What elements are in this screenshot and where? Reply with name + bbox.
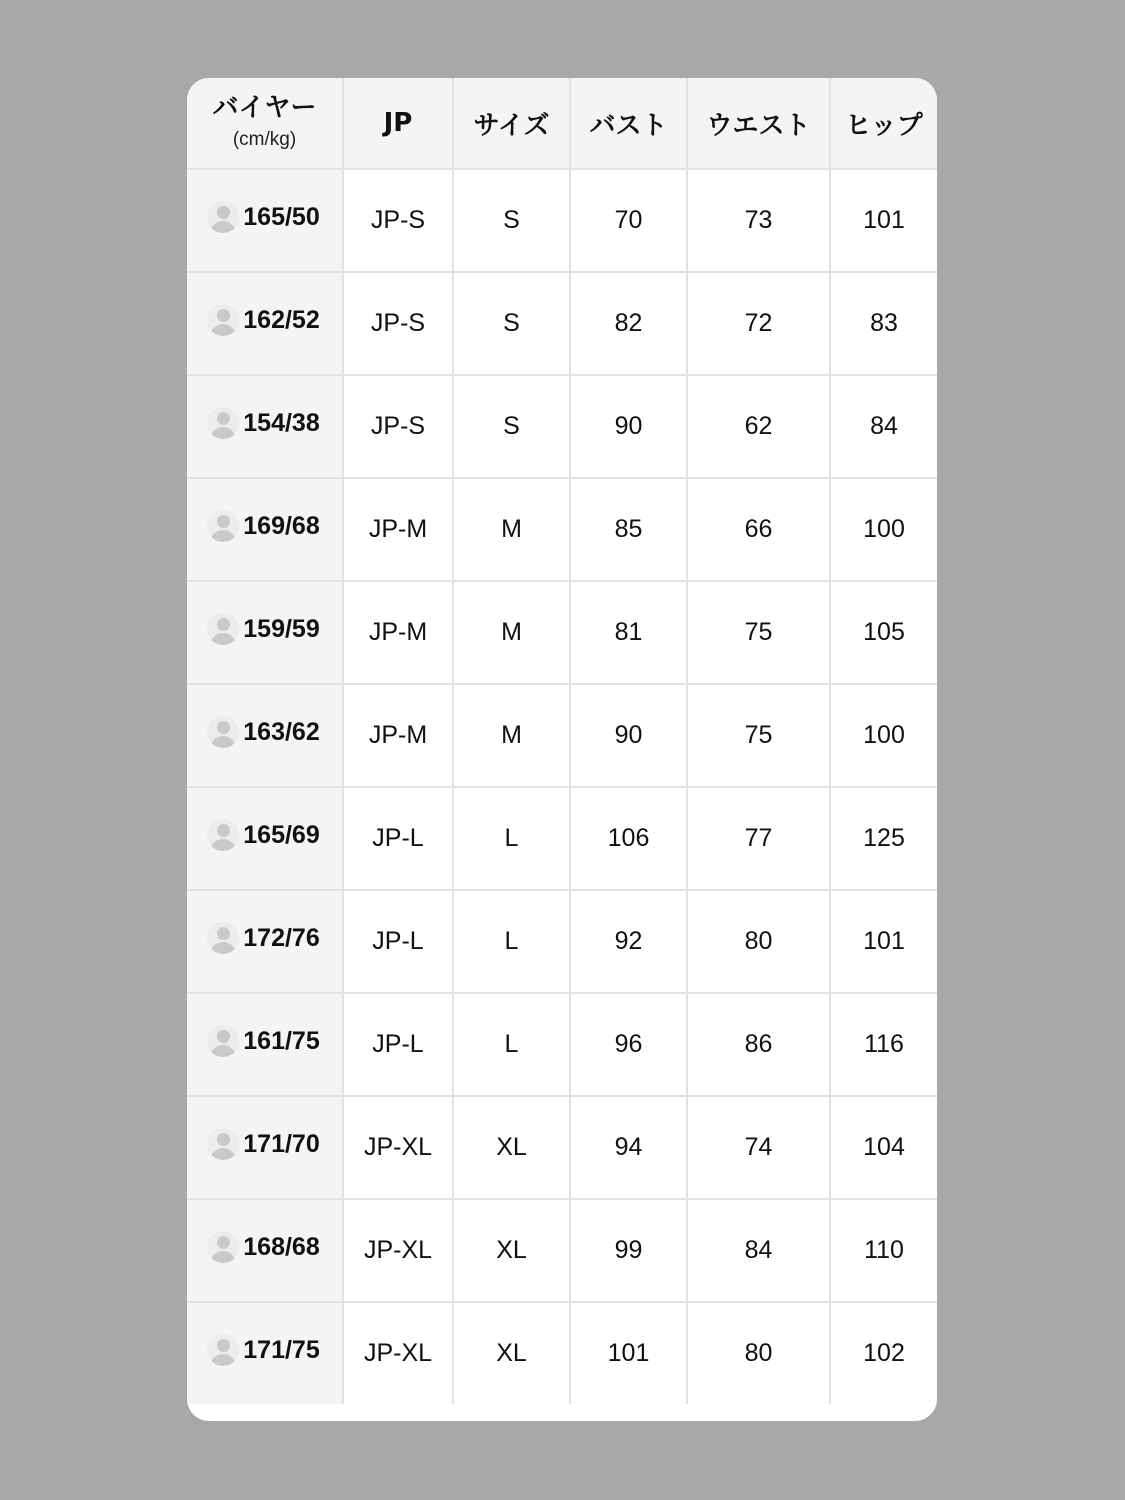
size-cell: L — [453, 890, 570, 993]
bust-cell: 101 — [570, 1302, 687, 1404]
waist-cell: 75 — [687, 581, 830, 684]
size-cell: M — [453, 478, 570, 581]
buyer-measurement: 162/52 — [243, 305, 320, 334]
buyer-cell — [187, 272, 343, 375]
waist-cell: 66 — [687, 478, 830, 581]
avatar-icon — [207, 819, 239, 851]
buyer-cell — [187, 684, 343, 787]
waist-cell: 74 — [687, 1096, 830, 1199]
table-row — [187, 1302, 937, 1404]
buyer-measurement: 165/69 — [243, 820, 320, 849]
table-row — [187, 890, 937, 993]
buyer-cell — [187, 993, 343, 1096]
hip-cell: 101 — [830, 890, 937, 993]
buyer-measurement: 154/38 — [243, 408, 320, 437]
size-cell: S — [453, 272, 570, 375]
buyer-measurement: 165/50 — [243, 202, 320, 231]
buyer-cell — [187, 581, 343, 684]
avatar-icon — [207, 1128, 239, 1160]
size-cell: XL — [453, 1096, 570, 1199]
size-cell: S — [453, 375, 570, 478]
avatar-icon — [207, 201, 239, 233]
buyer-measurement: 171/70 — [243, 1129, 320, 1158]
waist-cell: 86 — [687, 993, 830, 1096]
waist-cell: 62 — [687, 375, 830, 478]
size-cell: S — [453, 169, 570, 272]
buyer-cell — [187, 1302, 343, 1404]
waist-cell: 72 — [687, 272, 830, 375]
jp-size-cell: JP-L — [343, 787, 453, 890]
hip-cell: 125 — [830, 787, 937, 890]
size-chart-table — [187, 78, 937, 1404]
hip-cell: 100 — [830, 684, 937, 787]
table-row — [187, 375, 937, 478]
avatar-icon — [207, 922, 239, 954]
header-size: サイズ — [453, 78, 570, 169]
size-cell: XL — [453, 1302, 570, 1404]
buyer-measurement: 169/68 — [243, 511, 320, 540]
jp-size-cell: JP-S — [343, 375, 453, 478]
avatar-icon — [207, 1231, 239, 1263]
bust-cell: 90 — [570, 375, 687, 478]
header-jp: JP — [343, 78, 453, 169]
jp-size-cell: JP-M — [343, 684, 453, 787]
waist-cell: 84 — [687, 1199, 830, 1302]
hip-cell: 105 — [830, 581, 937, 684]
jp-size-cell: JP-L — [343, 890, 453, 993]
buyer-measurement: 159/59 — [243, 614, 320, 643]
buyer-cell — [187, 1199, 343, 1302]
bust-cell: 85 — [570, 478, 687, 581]
size-cell: L — [453, 993, 570, 1096]
buyer-cell — [187, 890, 343, 993]
jp-size-cell: JP-M — [343, 581, 453, 684]
buyer-measurement: 161/75 — [243, 1026, 320, 1055]
waist-cell: 80 — [687, 890, 830, 993]
size-cell: M — [453, 581, 570, 684]
header-buyer — [187, 78, 343, 169]
buyer-cell — [187, 375, 343, 478]
table-row — [187, 787, 937, 890]
jp-size-cell: JP-XL — [343, 1199, 453, 1302]
buyer-cell — [187, 1096, 343, 1199]
bust-cell: 90 — [570, 684, 687, 787]
size-cell: XL — [453, 1199, 570, 1302]
jp-size-cell: JP-XL — [343, 1302, 453, 1404]
size-cell: L — [453, 787, 570, 890]
bust-cell: 92 — [570, 890, 687, 993]
bust-cell: 70 — [570, 169, 687, 272]
buyer-cell — [187, 478, 343, 581]
header-bust: バスト — [570, 78, 687, 169]
header-buyer-label: バイヤー — [212, 93, 317, 123]
avatar-icon — [207, 613, 239, 645]
table-row — [187, 993, 937, 1096]
hip-cell: 116 — [830, 993, 937, 1096]
hip-cell: 104 — [830, 1096, 937, 1199]
table-row — [187, 169, 937, 272]
buyer-cell — [187, 169, 343, 272]
buyer-measurement: 163/62 — [243, 717, 320, 746]
hip-cell: 84 — [830, 375, 937, 478]
size-cell: M — [453, 684, 570, 787]
jp-size-cell: JP-S — [343, 169, 453, 272]
avatar-icon — [207, 1025, 239, 1057]
waist-cell: 80 — [687, 1302, 830, 1404]
bust-cell: 99 — [570, 1199, 687, 1302]
avatar-icon — [207, 510, 239, 542]
waist-cell: 77 — [687, 787, 830, 890]
bust-cell: 94 — [570, 1096, 687, 1199]
table-row — [187, 272, 937, 375]
avatar-icon — [207, 1334, 239, 1366]
hip-cell: 102 — [830, 1302, 937, 1404]
jp-size-cell: JP-XL — [343, 1096, 453, 1199]
header-buyer-unit: (cm/kg) — [232, 129, 297, 150]
size-chart-card — [187, 78, 937, 1421]
jp-size-cell: JP-S — [343, 272, 453, 375]
header-waist: ウエスト — [687, 78, 830, 169]
hip-cell: 110 — [830, 1199, 937, 1302]
hip-cell: 101 — [830, 169, 937, 272]
jp-size-cell: JP-M — [343, 478, 453, 581]
jp-size-cell: JP-L — [343, 993, 453, 1096]
table-header-row — [187, 78, 937, 169]
bust-cell: 81 — [570, 581, 687, 684]
table-row — [187, 684, 937, 787]
buyer-measurement: 168/68 — [243, 1232, 320, 1261]
buyer-cell — [187, 787, 343, 890]
avatar-icon — [207, 716, 239, 748]
table-row — [187, 478, 937, 581]
table-row — [187, 1199, 937, 1302]
bust-cell: 82 — [570, 272, 687, 375]
bust-cell: 96 — [570, 993, 687, 1096]
buyer-measurement: 171/75 — [243, 1335, 320, 1364]
table-row — [187, 581, 937, 684]
waist-cell: 75 — [687, 684, 830, 787]
table-row — [187, 1096, 937, 1199]
waist-cell: 73 — [687, 169, 830, 272]
avatar-icon — [207, 304, 239, 336]
hip-cell: 83 — [830, 272, 937, 375]
hip-cell: 100 — [830, 478, 937, 581]
bust-cell: 106 — [570, 787, 687, 890]
avatar-icon — [207, 407, 239, 439]
buyer-measurement: 172/76 — [243, 923, 320, 952]
header-hip: ヒップ — [830, 78, 937, 169]
